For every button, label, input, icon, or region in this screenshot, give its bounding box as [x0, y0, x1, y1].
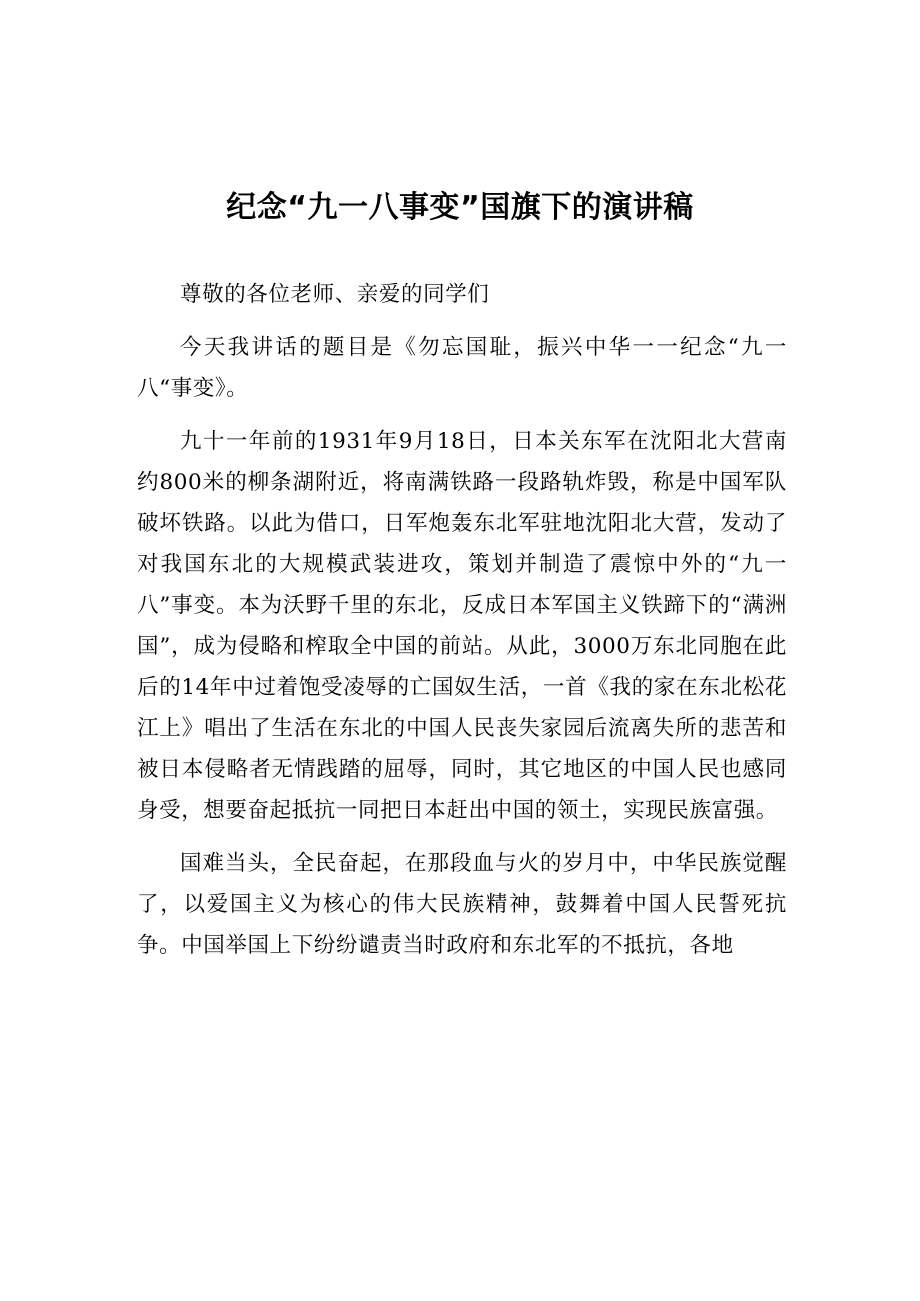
speech-body — [137, 274, 787, 966]
history-paragraph: 九十一年前的1931年9月18日，日本关东军在沈阳北大营南约800米的柳条湖附近，将南满铁路一段路轨炸毁，称是中国军队破坏铁路。以此为借口，日军炮轰东北军驻地沈阳北大营，发动了对我国东北的大规模武装进攻，策划并制造了震惊中外的“九一八”事变。本为沃野千里的东北，反成日本军国主义铁蹄下的“满洲国”，成为侵略和榨取全中国的前站。从此，3000万东北同胞在此后的14年中过着饱受凌辱的亡国奴生活，一首《我的家在东北松花江上》唱出了生活在东北的中国人民丧失家园后流离失所的悲苦和被日本侵略者无情践踏的屈辱，同时，其它地区的中国人民也感同身受，想要奋起抵抗一同把日本赶出中国的领土，实现民族富强。 — [137, 429, 787, 823]
topic-paragraph: 今天我讲话的题目是《勿忘国耻，振兴中华一一纪念“九一八“事变》。 — [137, 335, 787, 401]
salutation-paragraph: 尊敬的各位老师、亲爱的同学们 — [180, 282, 490, 307]
document-title: 纪念“九一八事变”国旗下的演讲稿 — [226, 190, 694, 225]
resistance-paragraph: 国难当头，全民奋起，在那段血与火的岁月中，中华民族觉醒了，以爱国主义为核心的伟大民族精神，鼓舞着中国人民誓死抗争。中国举国上下纷纷谴责当时政府和东北军的不抵抗，各地 — [137, 851, 787, 958]
